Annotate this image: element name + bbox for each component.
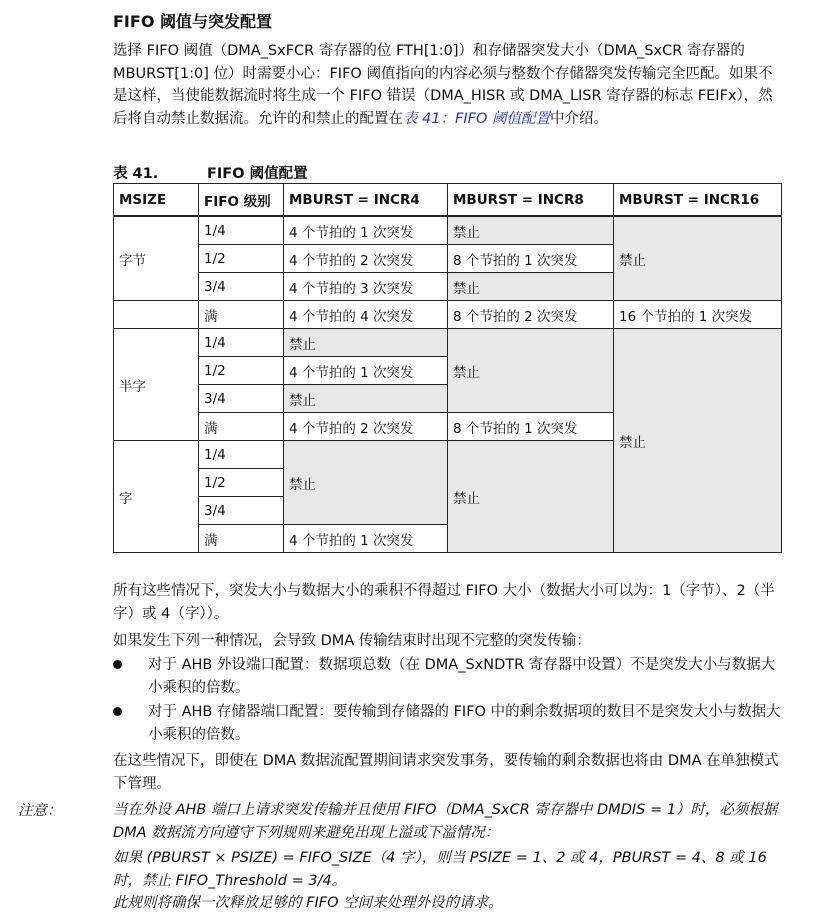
cell: 4 个节拍的 1 次突发 bbox=[284, 525, 448, 553]
note-label: 注意： bbox=[18, 803, 62, 819]
level-cell: 3/4 bbox=[199, 273, 284, 301]
bullet-text: 对于 AHB 外设端口配置：数据项总数（在 DMA_SxNDTR 寄存器中设置）不是突发大小与数据大小乘积的倍数。 bbox=[148, 657, 776, 696]
note-text-3: 此规则将确保一次释放足够的 FIFO 空间来处理外设的请求。 bbox=[113, 895, 503, 911]
cell: 8 个节拍的 1 次突发 bbox=[448, 413, 614, 441]
cell: 禁止 bbox=[448, 273, 614, 301]
msize-byte: 字节 bbox=[114, 216, 199, 301]
cell: 禁止 bbox=[448, 216, 614, 245]
bullet-text: 对于 AHB 存储器端口配置：要传输到存储器的 FIFO 中的剩余数据项的数目不是突发大小与数据大小乘积的倍数。 bbox=[148, 704, 781, 743]
cell: 16 个节拍的 1 次突发 bbox=[614, 301, 782, 329]
intro-text: 选择 FIFO 阈值（DMA_SxFCR 寄存器的位 FTH[1:0]）和存储器突发大小（DMA_SxCR 寄存器的 MBURST[1:0] 位）时需要小心：FIFO 阈值指向的内容必须与整数个存储器突发传输完全匹配。如果不是这样，当使能数据流时将生成一个 FIFO 错误（DMA_HISR 或 DMA_LISR 寄存器的标志 FEIFx），然后将自动禁止数据流。允许的和禁止的配置在 bbox=[113, 43, 773, 127]
bullet-item bbox=[113, 701, 785, 746]
msize-byte-cont bbox=[114, 301, 199, 329]
table-caption-number: 表 41. bbox=[113, 166, 159, 182]
level-cell: 3/4 bbox=[199, 385, 284, 413]
table-caption-title: FIFO 阈值配置 bbox=[207, 166, 308, 182]
cell: 4 个节拍的 1 次突发 bbox=[284, 216, 448, 245]
intro-tail: 中介绍。 bbox=[550, 110, 609, 127]
level-cell: 满 bbox=[199, 301, 284, 329]
level-cell: 满 bbox=[199, 525, 284, 553]
table-row bbox=[114, 301, 782, 329]
single-mode-paragraph: 在这些情况下，即使在 DMA 数据流配置期间请求突发事务，要传输的剩余数据也将由 DMA 在单独模式下管理。 bbox=[113, 753, 779, 792]
cell: 8 个节拍的 1 次突发 bbox=[448, 245, 614, 273]
level-cell: 满 bbox=[199, 413, 284, 441]
table-link[interactable]: 表 41：FIFO 阈值配置 bbox=[403, 110, 551, 127]
cell: 8 个节拍的 2 次突发 bbox=[448, 301, 614, 329]
header-incr4: MBURST = INCR4 bbox=[284, 184, 448, 217]
cell: 禁止 bbox=[284, 329, 448, 357]
size-constraint-paragraph: 所有这些情况下，突发大小与数据大小的乘积不得超过 FIFO 大小（数据大小可以为：1（字节）、2（半字）或 4（字））。 bbox=[113, 583, 775, 622]
level-cell: 1/4 bbox=[199, 329, 284, 357]
bullet-item bbox=[113, 654, 785, 699]
cell: 4 个节拍的 1 次突发 bbox=[284, 357, 448, 385]
note-text-2: 如果 (PBURST × PSIZE) = FIFO_SIZE（4 字），则当 PSIZE = 1、2 或 4，PBURST = 4、8 或 16 时，禁止 FIFO_Threshold = 3/4。 bbox=[113, 850, 767, 889]
level-cell: 1/2 bbox=[199, 469, 284, 497]
section-heading: FIFO 阈值与突发配置 bbox=[113, 12, 272, 31]
header-incr8: MBURST = INCR8 bbox=[448, 184, 614, 217]
msize-word: 字 bbox=[114, 441, 199, 553]
header-msize: MSIZE bbox=[114, 184, 199, 217]
incomplete-burst-paragraph: 如果发生下列一种情况，会导致 DMA 传输结束时出现不完整的突发传输： bbox=[113, 633, 591, 649]
header-incr16: MBURST = INCR16 bbox=[614, 184, 782, 217]
bullet-icon bbox=[113, 707, 122, 716]
header-fifo-level: FIFO 级别 bbox=[199, 184, 284, 217]
cell: 禁止 bbox=[284, 441, 448, 525]
cell: 禁止 bbox=[448, 441, 614, 553]
cell: 4 个节拍的 2 次突发 bbox=[284, 413, 448, 441]
intro-paragraph bbox=[113, 40, 785, 130]
cell: 4 个节拍的 4 次突发 bbox=[284, 301, 448, 329]
level-cell: 1/2 bbox=[199, 357, 284, 385]
note-text-1: 当在外设 AHB 端口上请求突发传输并且使用 FIFO（DMA_SxCR 寄存器中 DMDIS = 1）时，必须根据 DMA 数据流方向遵守下列规则来避免出现上溢或下溢情况： bbox=[113, 802, 778, 841]
level-cell: 1/4 bbox=[199, 441, 284, 469]
cell: 4 个节拍的 2 次突发 bbox=[284, 245, 448, 273]
level-cell: 3/4 bbox=[199, 497, 284, 525]
cell: 禁止 bbox=[284, 385, 448, 413]
cell: 禁止 bbox=[448, 329, 614, 413]
cell: 禁止 bbox=[614, 216, 782, 301]
table-header-row bbox=[114, 184, 782, 217]
bullet-icon bbox=[113, 660, 122, 669]
level-cell: 1/2 bbox=[199, 245, 284, 273]
table-caption bbox=[113, 162, 308, 183]
table-row bbox=[114, 329, 782, 357]
table-row bbox=[114, 216, 782, 245]
cell: 4 个节拍的 3 次突发 bbox=[284, 273, 448, 301]
level-cell: 1/4 bbox=[199, 216, 284, 245]
msize-halfword: 半字 bbox=[114, 329, 199, 441]
fifo-threshold-table bbox=[113, 183, 782, 553]
cell: 禁止 bbox=[614, 329, 782, 553]
